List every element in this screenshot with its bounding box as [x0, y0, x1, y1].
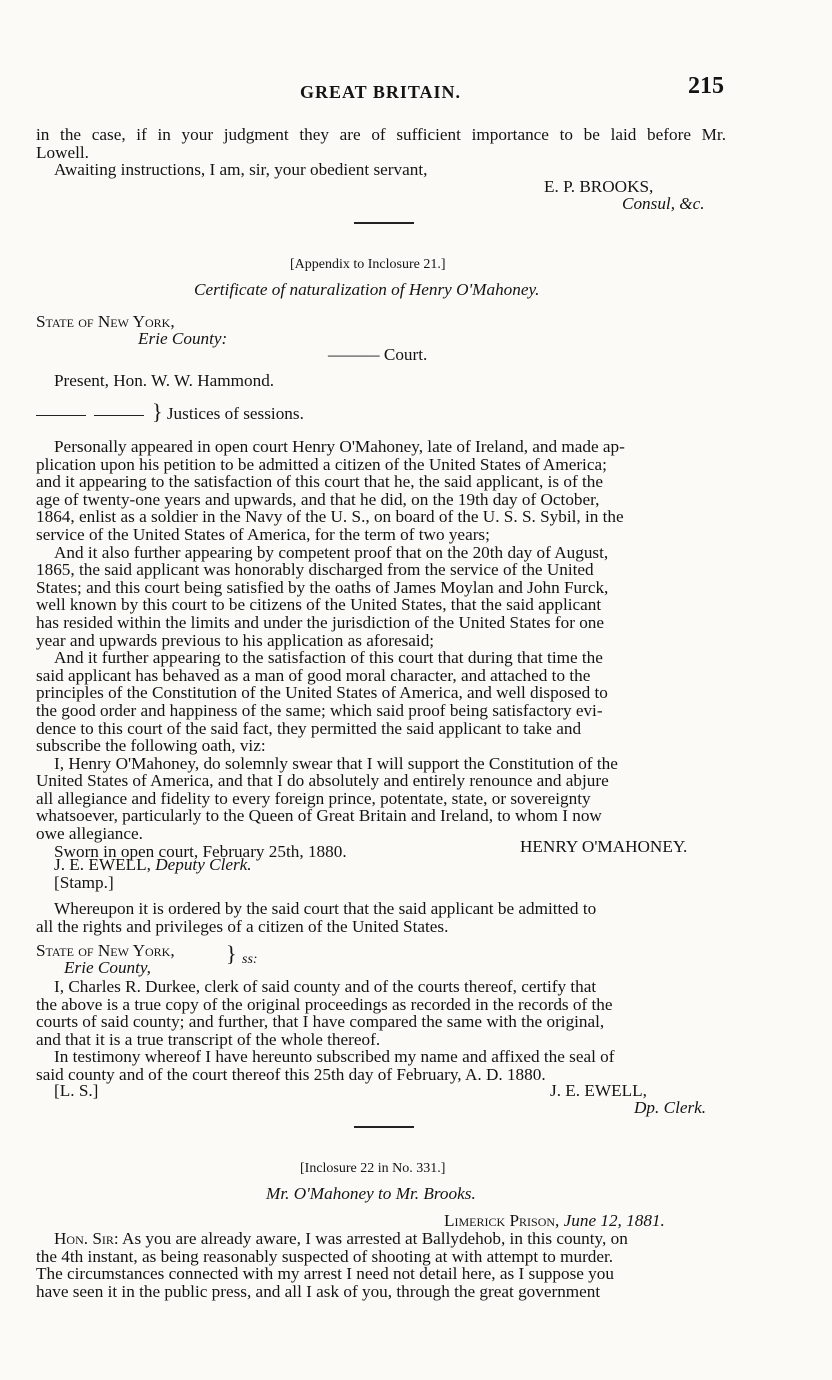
- ss-mark: ss:: [242, 952, 258, 967]
- state-name: State of New York,: [36, 312, 175, 331]
- text-line: I, Charles R. Durkee, clerk of said county and of the courts thereof, certify that: [54, 977, 597, 996]
- letter-body: [36, 1230, 726, 1300]
- text-line: In testimony whereof I have hereunto subscribed my name and affixed the seal of: [54, 1047, 615, 1067]
- clerk-title: Deputy Clerk.: [155, 855, 252, 874]
- text-line: [36, 1230, 726, 1248]
- text-line: United States of America, and that I do absolutely and entirely renounce and abjure: [36, 771, 609, 791]
- final-signer: J. E. EWELL,: [550, 1081, 647, 1100]
- salutation: Hon. Sir:: [54, 1229, 119, 1248]
- text-line: said applicant has behaved as a man of good moral character, and attached to the: [36, 665, 591, 685]
- text-line: the good order and happiness of the same; which said proof being satisfactory evi-: [36, 700, 603, 720]
- clerk-certification: [36, 978, 726, 1084]
- text-line: 1864, enlist as a soldier in the Navy of the U. S., on board of the U. S. S. Sybil, in the: [36, 507, 624, 527]
- text-line: age of twenty-one years and upwards, and that he did, on the 19th day of October,: [36, 489, 600, 509]
- letter-title: Mr. O'Mahoney to Mr. Brooks.: [266, 1184, 476, 1203]
- text-line: have seen it in the public press, and all I ask of you, through the great government: [36, 1281, 601, 1301]
- running-header-title: GREAT BRITAIN.: [300, 82, 462, 102]
- signature-blank: [94, 415, 144, 416]
- present-line: Present, Hon. W. W. Hammond.: [54, 371, 275, 390]
- court-line: ——— Court.: [328, 345, 428, 364]
- letter-dateline: [444, 1212, 665, 1230]
- justices-line: [36, 399, 304, 424]
- text-line: well known by this court to be citizens of the United States, that the said applicant: [36, 595, 602, 615]
- text-line: all allegiance and fidelity to every foreign prince, potentate, state, or sovereignty: [36, 788, 591, 808]
- signer-name: E. P. BROOKS,: [544, 177, 654, 196]
- text-line: Sworn in open court, February 25th, 1880.: [54, 841, 347, 861]
- text-line: principles of the Constitution of the United States of America, and well disposed to: [36, 683, 608, 703]
- text-line: whatsoever, particularly to the Queen of Great Britain and Ireland, to whom I now: [36, 806, 602, 826]
- county-name-2: Erie County,: [64, 958, 151, 977]
- letter-continuation: [36, 126, 726, 179]
- letter-place: Limerick Prison,: [444, 1211, 560, 1230]
- text-line: The circumstances connected with my arrest I need not detail here, as I suppose you: [36, 1264, 614, 1284]
- text-line: 1865, the said applicant was honorably discharged from the service of the United: [36, 560, 594, 580]
- text-line: all the rights and privileges of a citizen of the United States.: [36, 916, 449, 936]
- text-line: Personally appeared in open court Henry O'Mahoney, late of Ireland, and made ap-: [54, 437, 625, 456]
- text-line: owe allegiance.: [36, 824, 143, 844]
- state-name-2: State of New York,: [36, 941, 175, 960]
- text-line: the above is a true copy of the original proceedings as recorded in the records of the: [36, 994, 613, 1014]
- final-signer-title: Dp. Clerk.: [634, 1098, 707, 1117]
- letter-date: June 12, 1881.: [563, 1211, 665, 1230]
- oath-signer: HENRY O'MAHONEY.: [520, 837, 688, 856]
- text-line: And it also further appearing by competent proof that on the 20th day of August,: [54, 542, 609, 562]
- text-line: in the case, if in your judgment they are of sufficient importance to be laid before Mr.: [36, 125, 726, 144]
- text-line: dence to this court of the said fact, they permitted the said applicant to take and: [36, 718, 582, 738]
- deputy-clerk-line: [54, 856, 252, 874]
- text-line: and that it is a true transcript of the whole thereof.: [36, 1029, 381, 1049]
- text-line: States; and this court being satisfied by the oaths of James Moylan and John Furck,: [36, 577, 609, 597]
- justices-label: Justices of sessions.: [166, 404, 304, 423]
- section-divider: [354, 1126, 414, 1128]
- text-line: has resided within the limits and under the jurisdiction of the United States for one: [36, 612, 605, 632]
- stamp-mark: [Stamp.]: [54, 873, 114, 892]
- clerk-name: J. E. EWELL,: [54, 855, 151, 874]
- text-line: As you are already aware, I was arrested at Ballydehob, in this county, on: [118, 1229, 628, 1248]
- text-line: And it further appearing to the satisfaction of this court that during that time the: [54, 648, 603, 668]
- text-line: I, Henry O'Mahoney, do solemnly swear that I will support the Constitution of the: [54, 753, 618, 773]
- text-line: Whereupon it is ordered by the said court that the said applicant be admitted to: [54, 899, 597, 918]
- text-line: subscribe the following oath, viz:: [36, 736, 266, 756]
- text-line: said county and of the court thereof this 25th day of February, A. D. 1880.: [36, 1064, 546, 1084]
- section-divider: [354, 222, 414, 224]
- inclosure-caption: [Inclosure 22 in No. 331.]: [300, 1161, 446, 1176]
- text-line: courts of said county; and further, that I have compared the same with the original,: [36, 1012, 605, 1032]
- certificate-title: Certificate of naturalization of Henry O'Mahoney.: [194, 280, 540, 299]
- signer-title: Consul, &c.: [622, 194, 705, 213]
- signature-blank: [36, 415, 86, 416]
- brace-icon: }: [226, 941, 237, 966]
- appendix-caption: [Appendix to Inclosure 21.]: [290, 257, 446, 272]
- text-line: Awaiting instructions, I am, sir, your obedient servant,: [54, 160, 428, 180]
- county-name: Erie County:: [138, 329, 228, 348]
- text-line: service of the United States of America, for the term of two years;: [36, 524, 490, 544]
- text-line: the 4th instant, as being reasonably suspected of shooting at with attempt to murder.: [36, 1246, 614, 1266]
- brace-icon: }: [152, 399, 163, 424]
- seal-mark: [L. S.]: [54, 1081, 99, 1100]
- text-line: and it appearing to the satisfaction of this court that he, the said applicant, is of the: [36, 472, 604, 492]
- certificate-body: [36, 438, 726, 860]
- text-line: plication upon his petition to be admitted a citizen of the United States of America;: [36, 454, 607, 474]
- text-line: year and upwards previous to his application as aforesaid;: [36, 630, 435, 650]
- order-paragraph: [36, 900, 726, 935]
- text-line: Lowell.: [36, 142, 89, 162]
- page-number: 215: [688, 73, 724, 99]
